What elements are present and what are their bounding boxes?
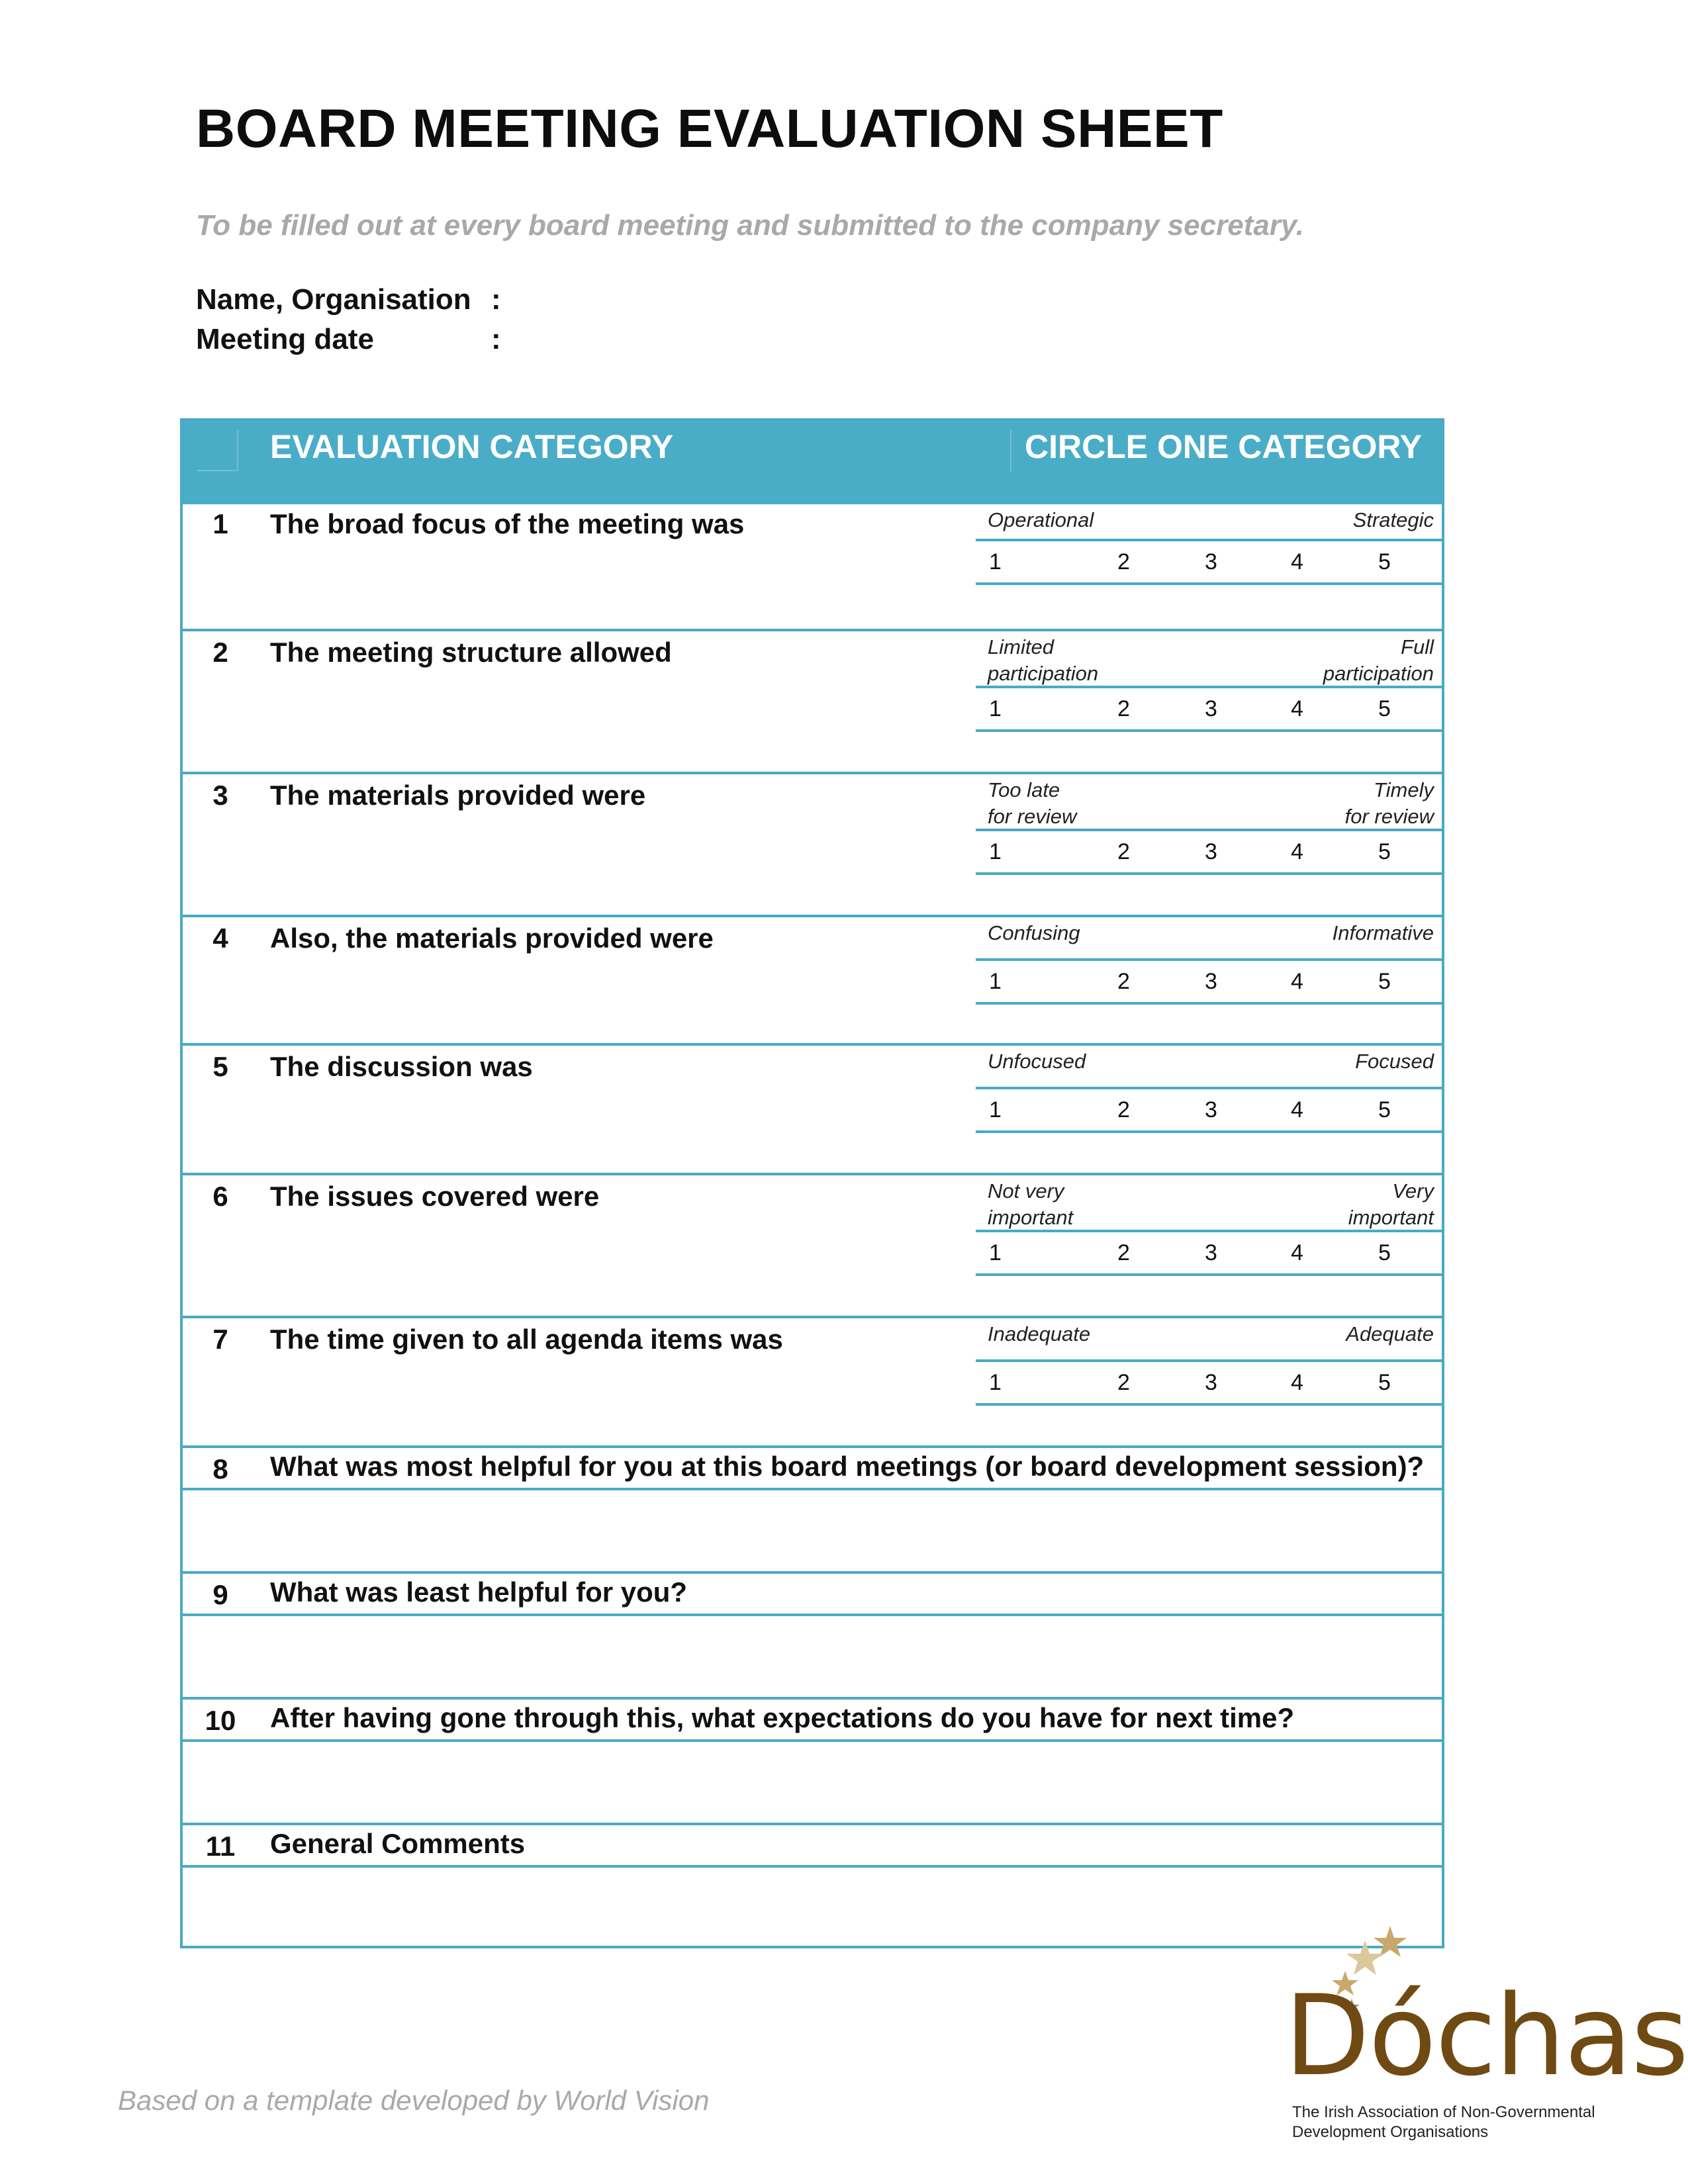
instructions: To be filled out at every board meeting and submitted to the company secretary. (196, 209, 1304, 242)
scale-low-label: Operational (988, 508, 1094, 531)
rating-option-4[interactable]: 4 (1291, 969, 1303, 994)
rating-scale (976, 631, 1444, 732)
answer-area[interactable] (183, 1616, 1442, 1700)
field-label: Meeting date (196, 323, 374, 355)
row-number: 8 (212, 1453, 228, 1484)
open-question-row (183, 1700, 1442, 1742)
scale-low-label: Not very important (988, 1179, 1074, 1229)
rating-option-5[interactable]: 5 (1378, 1097, 1391, 1122)
row-number: 6 (212, 1181, 228, 1212)
answer-area[interactable] (183, 1868, 1442, 1947)
scale-high-label: Very important (1348, 1179, 1434, 1229)
rating-scale (976, 774, 1444, 875)
rating-option-3[interactable]: 3 (1205, 1097, 1217, 1122)
row-number: 1 (212, 508, 228, 539)
row-number: 7 (212, 1324, 228, 1355)
name-organisation-field (196, 283, 501, 316)
rating-option-3[interactable]: 3 (1205, 839, 1217, 864)
row-number: 5 (212, 1051, 228, 1082)
scale-labels (976, 1046, 1444, 1089)
rating-option-2[interactable]: 2 (1117, 969, 1130, 994)
row-number: 9 (212, 1579, 228, 1610)
evaluation-question: Also, the materials provided were (270, 923, 714, 954)
logo-tagline: The Irish Association of Non-Governmental (1292, 2103, 1595, 2121)
rating-option-1[interactable]: 1 (989, 969, 1002, 994)
scale-numbers (976, 1232, 1444, 1276)
scale-numbers (976, 1362, 1444, 1406)
row-number: 2 (212, 637, 228, 668)
scale-numbers (976, 541, 1444, 585)
rating-option-1[interactable]: 1 (989, 696, 1002, 721)
scale-high-label: Full participation (1323, 635, 1434, 685)
header-circle-one-category: CIRCLE ONE CATEGORY (1025, 428, 1423, 465)
rating-option-1[interactable]: 1 (989, 1240, 1002, 1265)
scale-low-label: Unfocused (988, 1050, 1086, 1073)
evaluation-question: The broad focus of the meeting was (270, 508, 745, 539)
rating-option-4[interactable]: 4 (1291, 839, 1303, 864)
scale-low-label: Too late for review (988, 778, 1077, 828)
scale-numbers (976, 961, 1444, 1005)
meeting-date-field (196, 323, 501, 356)
rating-option-3[interactable]: 3 (1205, 1240, 1217, 1265)
rating-option-5[interactable]: 5 (1378, 1370, 1391, 1395)
evaluation-question: The meeting structure allowed (270, 637, 672, 668)
rating-scale (976, 1318, 1444, 1406)
rating-option-2[interactable]: 2 (1117, 549, 1130, 574)
rating-option-4[interactable]: 4 (1291, 549, 1303, 574)
rating-option-5[interactable]: 5 (1378, 839, 1391, 864)
evaluation-table (180, 418, 1444, 1948)
scale-labels (976, 631, 1444, 688)
scale-numbers (976, 1089, 1444, 1133)
rating-option-1[interactable]: 1 (989, 1097, 1002, 1122)
rating-option-2[interactable]: 2 (1117, 696, 1130, 721)
star-icon (1374, 1926, 1407, 1957)
rating-option-4[interactable]: 4 (1291, 1240, 1303, 1265)
field-colon: : (491, 323, 501, 355)
open-question-row (183, 1448, 1442, 1490)
rating-option-4[interactable]: 4 (1291, 696, 1303, 721)
rating-option-1[interactable]: 1 (989, 549, 1002, 574)
evaluation-question: The discussion was (270, 1051, 533, 1082)
rating-option-3[interactable]: 3 (1205, 549, 1217, 574)
rating-option-1[interactable]: 1 (989, 1370, 1002, 1395)
logo-wordmark: Dóchas (1284, 1971, 1688, 2101)
open-question: General Comments (270, 1828, 526, 1859)
answer-area[interactable] (183, 1742, 1442, 1825)
rating-option-5[interactable]: 5 (1378, 1240, 1391, 1265)
row-number: 4 (212, 923, 228, 954)
table-row (183, 504, 1442, 631)
field-colon: : (491, 283, 501, 316)
open-question-row (183, 1825, 1442, 1868)
table-row (183, 1046, 1442, 1175)
scale-numbers (976, 831, 1444, 875)
rating-option-3[interactable]: 3 (1205, 1370, 1217, 1395)
scale-labels (976, 774, 1444, 831)
rating-option-5[interactable]: 5 (1378, 696, 1391, 721)
rating-option-3[interactable]: 3 (1205, 696, 1217, 721)
header-cell (197, 430, 238, 471)
scale-high-label: Timely for review (1344, 778, 1434, 828)
scale-labels (976, 1175, 1444, 1232)
row-number: 10 (205, 1705, 236, 1736)
answer-area[interactable] (183, 1490, 1442, 1574)
header-evaluation-category: EVALUATION CATEGORY (270, 428, 674, 465)
rating-option-3[interactable]: 3 (1205, 969, 1217, 994)
open-question: What was least helpful for you? (270, 1576, 688, 1608)
logo-tagline: Development Organisations (1292, 2123, 1489, 2141)
page-title: BOARD MEETING EVALUATION SHEET (196, 99, 1223, 159)
rating-option-2[interactable]: 2 (1117, 839, 1130, 864)
table-row (183, 917, 1442, 1046)
field-label: Name, Organisation (196, 283, 471, 316)
row-number: 3 (212, 780, 228, 811)
open-question: What was most helpful for you at this board meetings (or board development session)? (270, 1451, 1425, 1482)
open-question-row (183, 1574, 1442, 1616)
rating-option-4[interactable]: 4 (1291, 1097, 1303, 1122)
evaluation-question: The time given to all agenda items was (270, 1324, 783, 1355)
rating-option-2[interactable]: 2 (1117, 1097, 1130, 1122)
scale-numbers (976, 688, 1444, 732)
scale-labels (976, 1318, 1444, 1362)
scale-high-label: Informative (1332, 921, 1434, 944)
table-row (183, 774, 1442, 917)
scale-high-label: Focused (1355, 1050, 1434, 1073)
scale-high-label: Strategic (1352, 508, 1434, 531)
table-row (183, 1318, 1442, 1448)
footer-credit: Based on a template developed by World Vision (118, 2085, 710, 2116)
evaluation-question: The materials provided were (270, 780, 646, 811)
rating-option-4[interactable]: 4 (1291, 1370, 1303, 1395)
evaluation-question: The issues covered were (270, 1181, 600, 1212)
rating-option-5[interactable]: 5 (1378, 549, 1391, 574)
rating-option-2[interactable]: 2 (1117, 1240, 1130, 1265)
table-header (183, 421, 1442, 504)
open-question: After having gone through this, what expectations do you have for next time? (270, 1702, 1295, 1733)
rating-option-2[interactable]: 2 (1117, 1370, 1130, 1395)
scale-low-label: Limited participation (988, 635, 1099, 685)
rating-option-1[interactable]: 1 (989, 839, 1002, 864)
rating-option-5[interactable]: 5 (1378, 969, 1391, 994)
scale-high-label: Adequate (1346, 1322, 1434, 1345)
table-row (183, 631, 1442, 774)
table-row (183, 1175, 1442, 1318)
scale-labels (976, 917, 1444, 961)
scale-low-label: Inadequate (988, 1322, 1091, 1345)
scale-low-label: Confusing (988, 921, 1080, 944)
rating-scale (976, 504, 1444, 585)
scale-labels (976, 504, 1444, 541)
star-icon (1346, 1940, 1383, 1975)
row-number: 11 (205, 1831, 236, 1862)
rating-scale (976, 917, 1444, 1005)
rating-scale (976, 1046, 1444, 1133)
dochas-logo (1284, 1926, 1688, 2144)
rating-scale (976, 1175, 1444, 1276)
